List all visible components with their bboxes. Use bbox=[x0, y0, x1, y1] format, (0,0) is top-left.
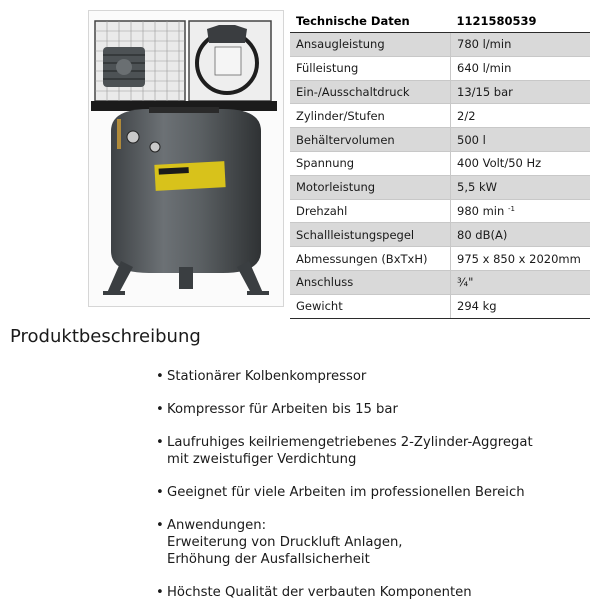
spec-value: 640 l/min bbox=[451, 56, 591, 80]
table-row bbox=[290, 80, 590, 104]
table-row bbox=[290, 223, 590, 247]
feature-text-continuation: Erweiterung von Druckluft Anlagen, bbox=[167, 535, 403, 550]
spec-value: 294 kg bbox=[451, 294, 591, 318]
spec-label: Ansaugleistung bbox=[290, 33, 451, 57]
feature-item bbox=[156, 584, 586, 601]
motor-icon bbox=[103, 47, 145, 87]
table-row bbox=[290, 33, 590, 57]
spec-label: Gewicht bbox=[290, 294, 451, 318]
feature-list bbox=[156, 368, 586, 601]
feature-text: • Höchste Qualität der verbauten Komponenten bbox=[167, 585, 472, 600]
feature-text: • Geeignet für viele Arbeiten im professionellen Bereich bbox=[167, 485, 525, 500]
spec-value bbox=[451, 199, 591, 223]
spec-label: Motorleistung bbox=[290, 175, 451, 199]
spec-value: ¾" bbox=[451, 270, 591, 294]
table-header-article-number: 1121580539 bbox=[451, 10, 591, 33]
spec-value: 975 x 850 x 2020mm bbox=[451, 247, 591, 271]
feature-text: • Kompressor für Arbeiten bis 15 bar bbox=[167, 402, 398, 417]
spec-label: Ein-/Ausschaltdruck bbox=[290, 80, 451, 104]
feature-item bbox=[156, 368, 586, 385]
spec-label: Zylinder/Stufen bbox=[290, 104, 451, 128]
feature-item bbox=[156, 434, 586, 468]
spec-value: 2/2 bbox=[451, 104, 591, 128]
table-row bbox=[290, 199, 590, 223]
feature-item bbox=[156, 484, 586, 501]
feature-text: • Laufruhiges keilriemengetriebenes 2-Zylinder-Aggregat bbox=[167, 435, 533, 450]
spec-label: Behältervolumen bbox=[290, 128, 451, 152]
technical-data-table bbox=[290, 10, 590, 319]
table-row bbox=[290, 104, 590, 128]
section-heading: Produktbeschreibung bbox=[10, 326, 201, 347]
feature-text-continuation: mit zweistufiger Verdichtung bbox=[167, 452, 357, 467]
table-row bbox=[290, 56, 590, 80]
spec-value: 5,5 kW bbox=[451, 175, 591, 199]
feature-item bbox=[156, 401, 586, 418]
table-row bbox=[290, 294, 590, 318]
spec-value: 13/15 bar bbox=[451, 80, 591, 104]
spec-value: 400 Volt/50 Hz bbox=[451, 151, 591, 175]
spec-label: Drehzahl bbox=[290, 199, 451, 223]
spec-value: 500 l bbox=[451, 128, 591, 152]
spec-value: 80 dB(A) bbox=[451, 223, 591, 247]
feature-text: • Anwendungen: bbox=[167, 518, 267, 533]
feature-item bbox=[156, 517, 586, 568]
spec-label: Anschluss bbox=[290, 270, 451, 294]
compressor-illustration bbox=[89, 11, 283, 306]
table-row bbox=[290, 175, 590, 199]
spec-label: Spannung bbox=[290, 151, 451, 175]
table-row bbox=[290, 151, 590, 175]
spec-value-text: 980 min bbox=[457, 203, 505, 218]
table-header-label: Technische Daten bbox=[290, 10, 451, 33]
spec-label: Fülleistung bbox=[290, 56, 451, 80]
spec-label: Schallleistungspegel bbox=[290, 223, 451, 247]
table-row bbox=[290, 270, 590, 294]
pump-icon bbox=[189, 21, 271, 101]
spec-value: 780 l/min bbox=[451, 33, 591, 57]
tank-icon bbox=[111, 107, 261, 273]
spec-label: Abmessungen (BxTxH) bbox=[290, 247, 451, 271]
table-row bbox=[290, 128, 590, 152]
product-image bbox=[88, 10, 284, 307]
feature-text-continuation: Erhöhung der Ausfallsicherheit bbox=[167, 552, 370, 567]
table-row bbox=[290, 247, 590, 271]
table-header-row bbox=[290, 10, 590, 33]
feature-text: • Stationärer Kolbenkompressor bbox=[167, 369, 367, 384]
spec-value-exponent: -1 bbox=[507, 204, 515, 213]
